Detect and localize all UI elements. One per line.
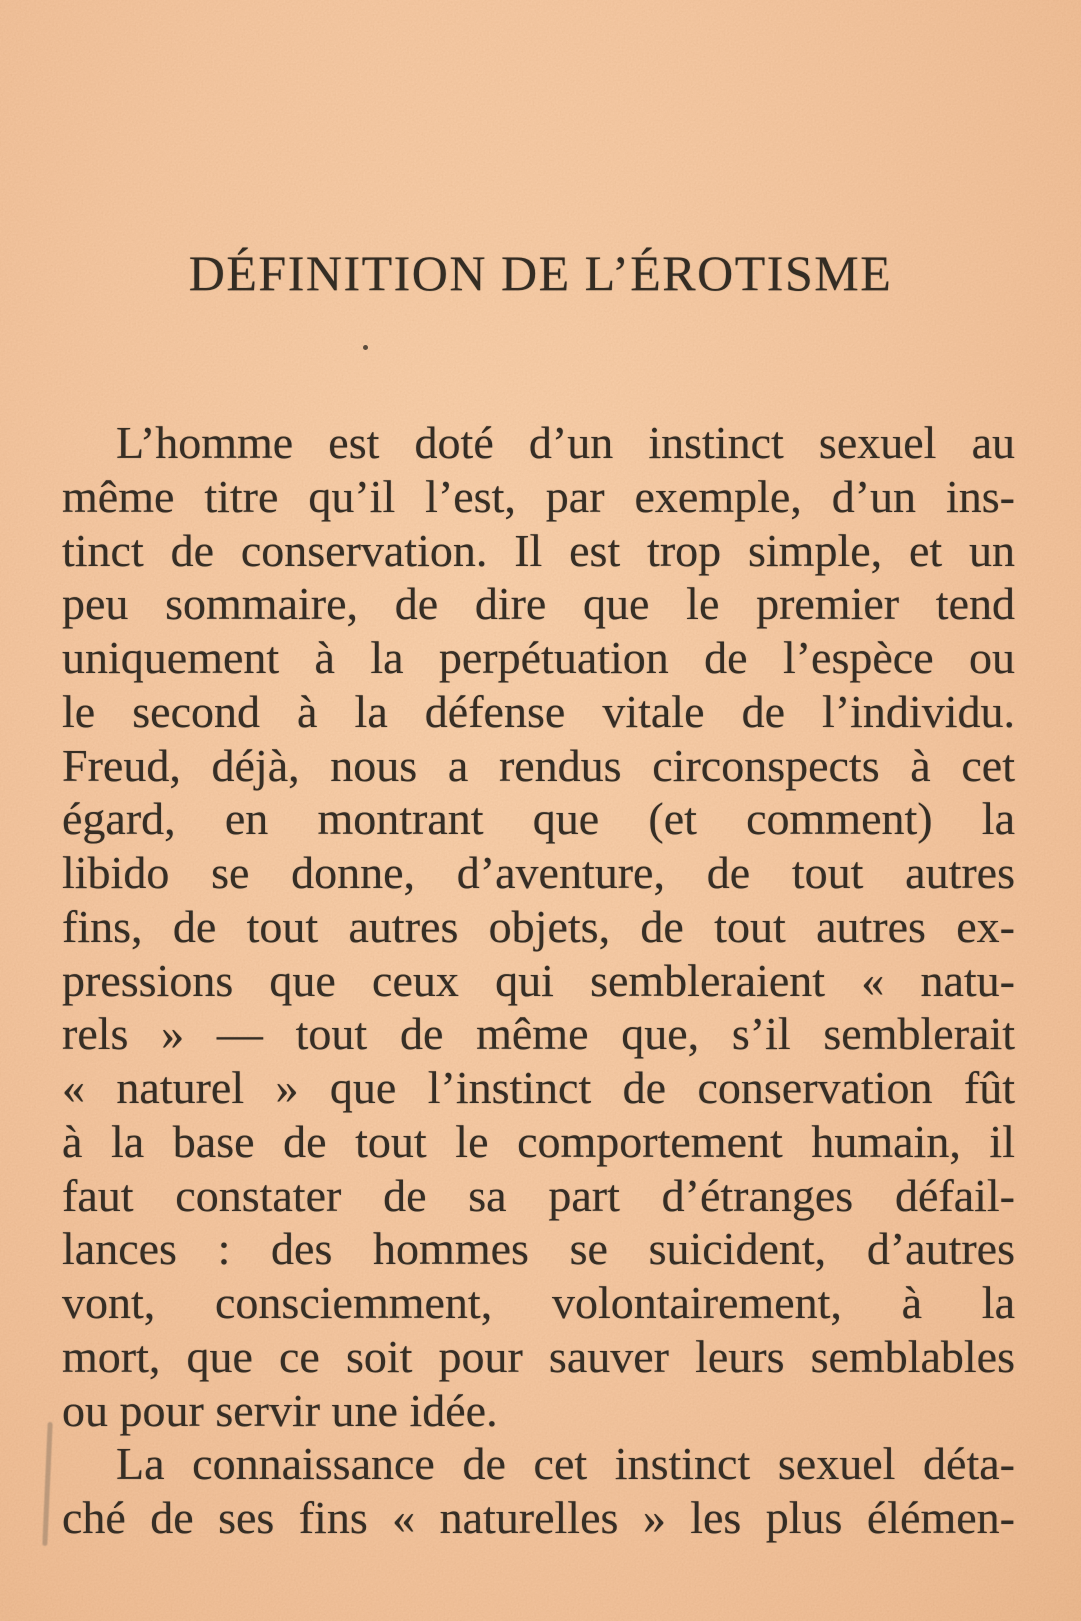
text-line: ché de ses fins « naturelles » les plus élémen- bbox=[62, 1492, 1015, 1543]
text-line: lances : des hommes se suicident, d’autres bbox=[62, 1223, 1015, 1275]
text-line: rels » — tout de même que, s’il semblerait bbox=[62, 1008, 1015, 1060]
ink-speck-artifact bbox=[363, 345, 368, 350]
paragraph-2 bbox=[62, 1437, 1015, 1545]
text-line: « naturel » que l’instinct de conservation fût bbox=[62, 1062, 1015, 1113]
text-line: Freud, déjà, nous a rendus circonspects à cet bbox=[62, 739, 1015, 791]
body-text bbox=[62, 416, 1015, 1545]
text-line: peu sommaire, de dire que le premier tend bbox=[62, 578, 1015, 630]
text-line: libido se donne, d’aventure, de tout autres bbox=[62, 847, 1015, 898]
pencil-margin-mark bbox=[42, 1422, 52, 1546]
text-line: tinct de conservation. Il est trop simple, et un bbox=[62, 524, 1015, 576]
text-line: La connaissance de cet instinct sexuel déta- bbox=[116, 1438, 1015, 1490]
text-line: ou pour servir une idée. bbox=[62, 1384, 498, 1436]
text-line: même titre qu’il l’est, par exemple, d’un ins- bbox=[62, 470, 1015, 522]
text-line: L’homme est doté d’un instinct sexuel au bbox=[116, 417, 1015, 468]
chapter-title: DÉFINITION DE L’ÉROTISME bbox=[188, 245, 893, 301]
text-line: pressions que ceux qui sembleraient « natu- bbox=[62, 954, 1015, 1006]
text-line: mort, que ce soit pour sauver leurs semblables bbox=[62, 1330, 1015, 1382]
text-line: fins, de tout autres objets, de tout autres ex- bbox=[62, 900, 1015, 952]
text-line: faut constater de sa part d’étranges défail- bbox=[62, 1169, 1015, 1221]
paragraph-1 bbox=[62, 416, 1015, 1437]
text-line: à la base de tout le comportement humain, il bbox=[62, 1115, 1015, 1167]
text-line: vont, consciemment, volontairement, à la bbox=[62, 1277, 1015, 1328]
text-line: uniquement à la perpétuation de l’espèce ou bbox=[62, 632, 1015, 683]
text-line: égard, en montrant que (et comment) la bbox=[62, 793, 1015, 845]
text-line: le second à la défense vitale de l’individu. bbox=[62, 685, 1015, 737]
